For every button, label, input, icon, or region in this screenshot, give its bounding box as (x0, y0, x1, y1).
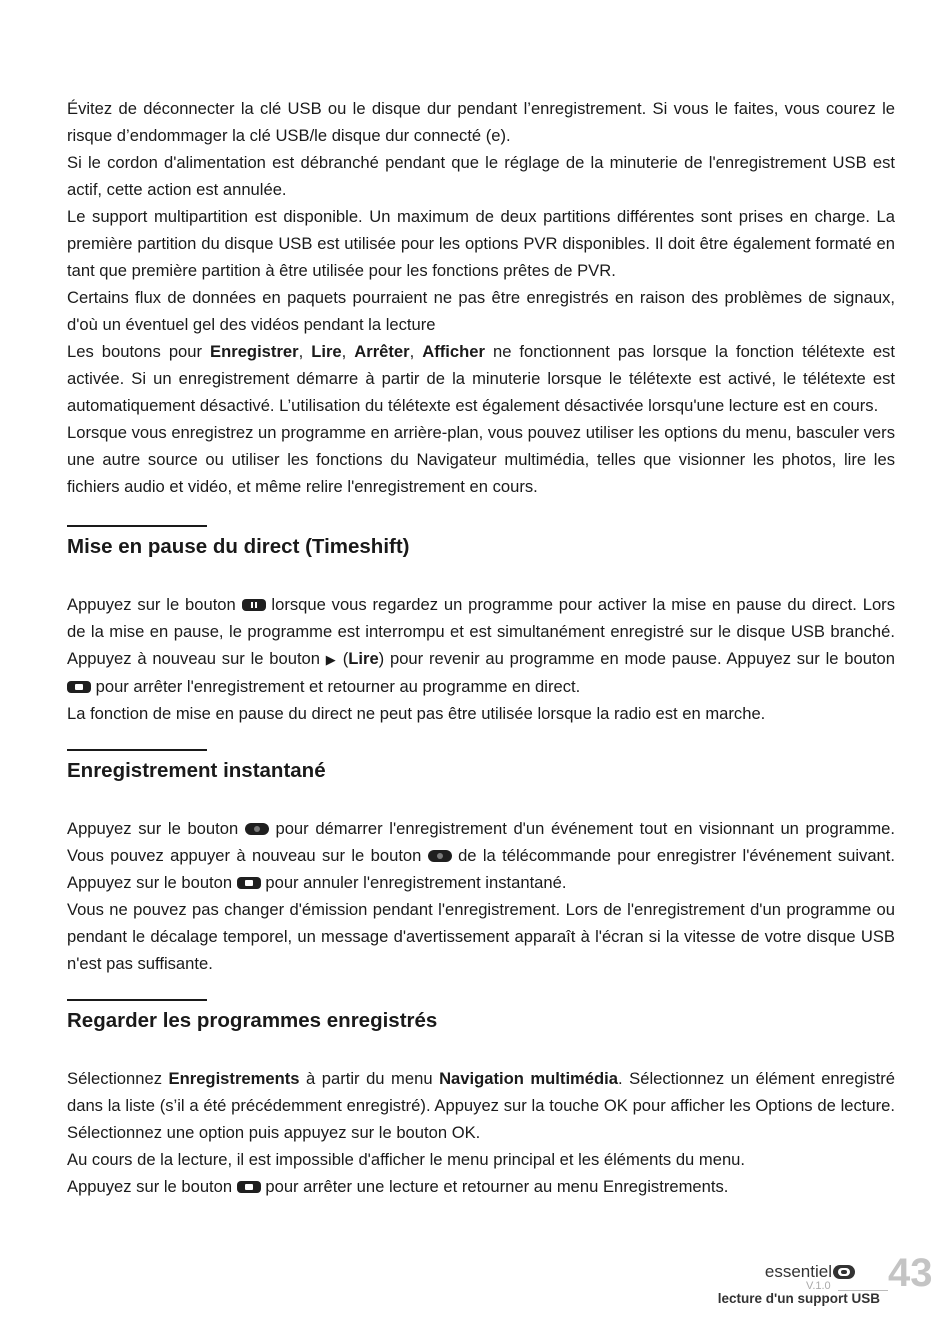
recorded-paragraph-2: Au cours de la lecture, il est impossible d'afficher le menu principal et les éléments du menu. (67, 1150, 746, 1169)
text: à partir du menu (299, 1069, 440, 1088)
text: , (409, 342, 423, 361)
bold-lire: Lire (348, 649, 379, 668)
stop-button-icon (237, 1181, 261, 1193)
timeshift-section (67, 525, 895, 727)
play-icon: ▶ (325, 652, 337, 667)
text: Appuyez sur le bouton (67, 1177, 237, 1196)
record-button-icon (428, 850, 452, 862)
timeshift-paragraph-1 (67, 591, 895, 700)
instant-paragraph-2: Vous ne pouvez pas changer d'émission pendant l'enregistrement. Lors de l'enregistrement d'un programme ou pendant le décalage temporel, un message d'avertissement apparaît à l'écran si la vitesse de votre disque USB n'est pas suffisante. (67, 900, 895, 973)
text: lorsque vous regardez un programme pour activer la mise en pause du direct. Lors de la mise en pause, le programme est interrompu et est simultanément enregistré sur le disque USB branché. Appuyez à nouveau sur le bouton (67, 595, 895, 668)
bold-lire: Lire (311, 342, 342, 361)
instant-paragraph-1 (67, 815, 895, 896)
intro-paragraph-3: Le support multipartition est disponible. Un maximum de deux partitions différentes sont prises en charge. La première partition du disque USB est utilisée pour les options PVR disponibles. Il doit être également formaté en tant que première partition à être utilisée pour les fonctions prêtes de PVR. (67, 207, 895, 280)
bold-afficher: Afficher (422, 342, 485, 361)
text: ( (336, 649, 349, 668)
page-number: 43 (888, 1251, 933, 1295)
brand-logo (765, 1262, 855, 1282)
recorded-paragraph-3 (67, 1173, 895, 1200)
footer-divider (838, 1290, 888, 1291)
text: pour annuler l'enregistrement instantané. (260, 873, 567, 892)
intro-paragraph-2: Si le cordon d'alimentation est débranché pendant que le réglage de la minuterie de l'enregistrement USB est actif, cette action est annulée. (67, 153, 895, 199)
stop-button-icon (237, 877, 261, 889)
recorded-section (67, 999, 895, 1200)
recorded-paragraph-1 (67, 1065, 895, 1146)
intro-paragraph-1: Évitez de déconnecter la clé USB ou le disque dur pendant l’enregistrement. Si vous le faites, vous courez le risque d’endommager la clé USB/le disque dur connecté (e). (67, 99, 895, 145)
section-rule (67, 525, 207, 527)
text: , (341, 342, 355, 361)
footer-section-title: lecture d'un support USB (717, 1291, 880, 1306)
instant-section (67, 749, 895, 977)
text: ne fonctionnent pas lorsque la fonction télétexte est activée. Si un enregistrement démarre à partir de la minuterie lorsque le télétexte est activé, le télétexte est automatiquement désactivé. L’utilisation du télétexte est également désactivée lorsqu'une lecture est en cours. (67, 342, 895, 415)
stop-button-icon (67, 681, 91, 693)
text: pour arrêter une lecture et retourner au menu Enregistrements. (260, 1177, 729, 1196)
version-label: V.1.0 (806, 1280, 831, 1292)
text: de la télécommande pour enregistrer l'événement suivant. Appuyez sur le bouton (67, 846, 895, 892)
section-rule (67, 749, 207, 751)
text: . Sélectionnez un élément enregistré dans la liste (s’il a été précédemment enregistré). Appuyez sur la touche OK pour afficher les Options de lecture. Sélectionnez une option puis appuyez sur le bouton OK. (67, 1069, 895, 1142)
text: pour arrêter l'enregistrement et retourner au programme en direct. (91, 677, 581, 696)
section-rule (67, 999, 207, 1001)
timeshift-heading: Mise en pause du direct (Timeshift) (67, 535, 410, 558)
intro-paragraph-6: Lorsque vous enregistrez un programme en arrière-plan, vous pouvez utiliser les options du menu, basculer vers une autre source ou utiliser les fonctions du Navigateur multimédia, telles que visionner les photos, lire les fichiers audio et vidéo, et même relire l'enregistrement en cours. (67, 423, 895, 496)
bold-arreter: Arrêter (354, 342, 410, 361)
bold-enregistrements: Enregistrements (168, 1069, 300, 1088)
text: pour démarrer l'enregistrement d'un événement tout en visionnant un programme. Vous pouvez appuyer à nouveau sur le bouton (67, 819, 895, 865)
bold-enregistrer: Enregistrer (210, 342, 299, 361)
bold-navigation-multimedia: Navigation multimédia (439, 1069, 619, 1088)
intro-paragraph-5 (67, 338, 895, 419)
page-content (67, 95, 895, 1200)
text: Sélectionnez (67, 1069, 169, 1088)
text: Appuyez sur le bouton (67, 819, 245, 838)
text: ) pour revenir au programme en mode pause. Appuyez sur le bouton (378, 649, 896, 668)
intro-section (67, 95, 895, 500)
essentielb-logo-icon (833, 1265, 855, 1279)
record-button-icon (245, 823, 269, 835)
intro-paragraph-4: Certains flux de données en paquets pourraient ne pas être enregistrés en raison des problèmes de signaux, d'où un éventuel gel des vidéos pendant la lecture (67, 288, 895, 334)
pause-button-icon (242, 599, 266, 611)
brand-name: essentiel (764, 1262, 832, 1281)
recorded-heading: Regarder les programmes enregistrés (67, 1009, 438, 1032)
text: , (298, 342, 312, 361)
instant-heading: Enregistrement instantané (67, 759, 326, 782)
timeshift-paragraph-2: La fonction de mise en pause du direct ne peut pas être utilisée lorsque la radio est en marche. (67, 704, 766, 723)
text: Appuyez sur le bouton (67, 595, 242, 614)
text: Les boutons pour (67, 342, 211, 361)
